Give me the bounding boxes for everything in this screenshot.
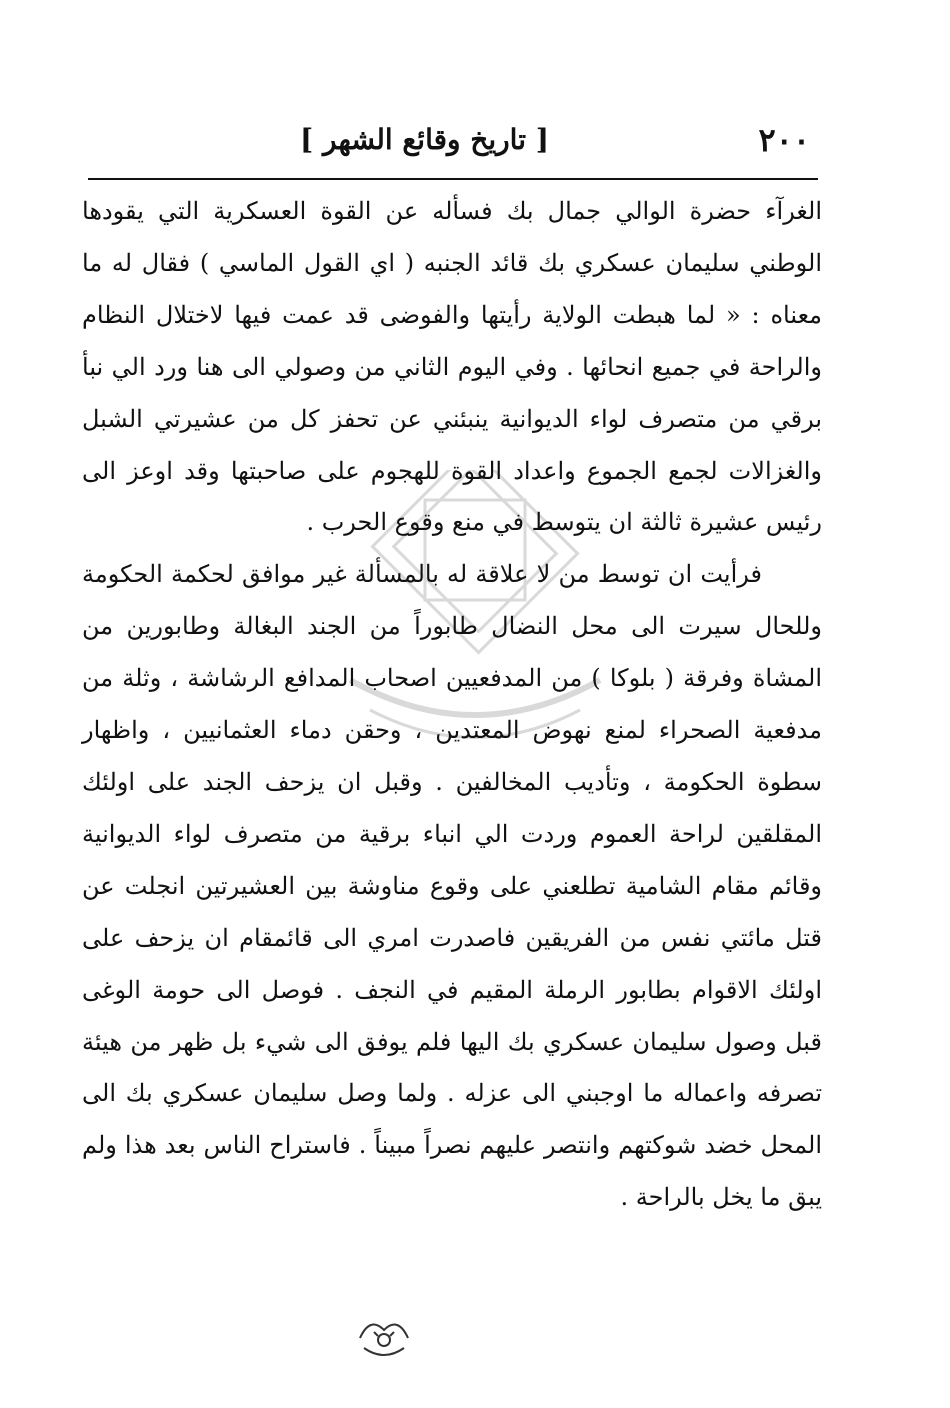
paragraph-2: فرأيت ان توسط من لا علاقة له بالمسألة غير موافق لحكمة الحكومة وللحال سيرت الى محل النضال طابوراً من الجند البغالة وطابورين من المشاة وفرقة ( بلوكا ) من المدفعيين اصحاب المدافع الرشاشة ، وثلة من مدفعية الصحراء لمنع نهوض المعتدين ، وحقن دماء العثمانيين ، واظهار سطوة الحكومة ، وتأديب المخالفين . وقبل ان يزحف الجند على اولئك المقلقين لراحة العموم وردت الي انباء برقية من متصرف لواء الديوانية وقائم مقام الشامية تطلعني على وقوع مناوشة بين العشيرتين انجلت عن قتل مائتي نفس من الفريقين فاصدرت امري الى قائمقام ان يزحف على اولئك الاقوام بطابور الرملة المقيم في النجف . فوصل الى حومة الوغى قبل وصول سليمان عسكري بك اليها فلم يوفق الى شيء بل ظهر من هيئة تصرفه واعماله ما اوجبني الى عزله . ولما وصل سليمان عسكري بك الى المحل خضد شوكتهم وانتصر عليهم نصراً مبيناً . فاستراح الناس بعد هذا ولم يبق ما يخل بالراحة . — [82, 560, 823, 1212]
page-number: ٢٠٠ — [758, 121, 810, 159]
body-text — [82, 186, 822, 1224]
header-divider — [88, 178, 818, 180]
running-title: [ تاريخ وقائع الشهر ] — [300, 123, 549, 156]
page-header — [90, 118, 810, 162]
page-ornament — [356, 1308, 412, 1362]
paragraph-1: الغرآء حضرة الوالي جمال بك فسأله عن القوة العسكرية التي يقودها الوطني سليمان عسكري بك قائد الجنبه ( اي القول الماسي ) فقال له ما معناه : « لما هبطت الولاية رأيتها والفوضى قد عمت فيها لاختلال النظام والراحة في جميع انحائها . وفي اليوم الثاني من وصولي الى هنا ورد الي نبأ برقي من متصرف لواء الديوانية ينبئني عن تحفز كل من عشيرتي الشبل والغزالات لجمع الجموع واعداد القوة للهجوم على صاحبتها وقد اوعز الى رئيس عشيرة ثالثة ان يتوسط في منع وقوع الحرب . — [82, 197, 822, 537]
